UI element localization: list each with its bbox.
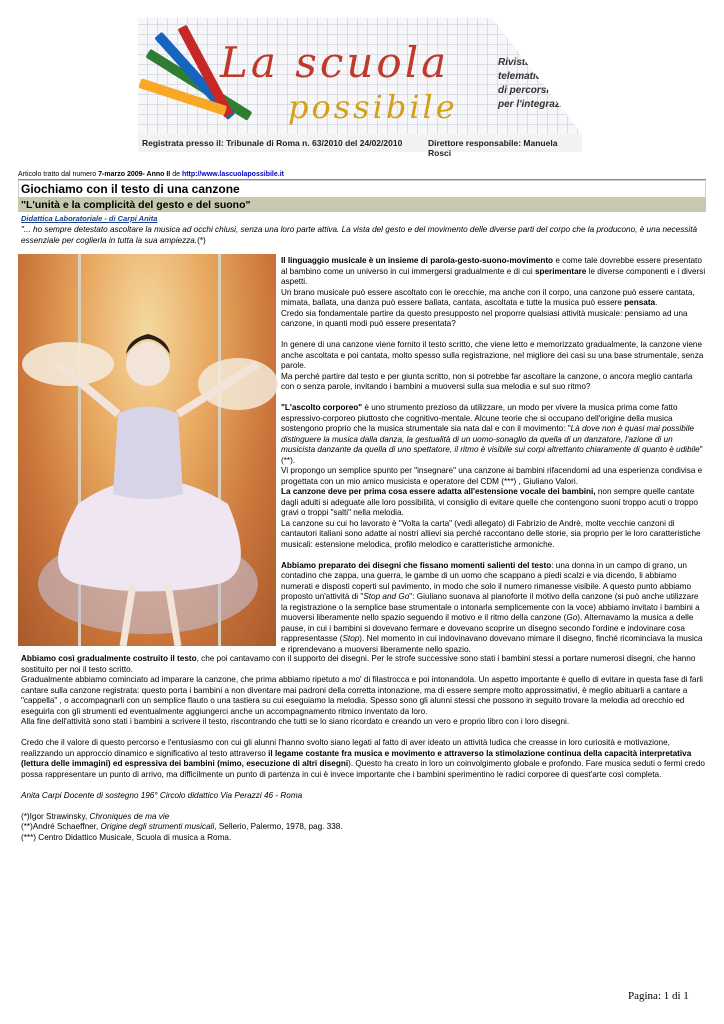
article-title: Giochiamo con il testo di una canzone [21, 182, 240, 196]
paragraph [281, 561, 707, 656]
article-column-right [281, 256, 707, 655]
paragraph [281, 256, 707, 330]
p2-text: In genere di una canzone viene fornito il testo scritto, che viene letto e memorizzato gradualmente, la canzone viene anche ascoltata e poi cantata, molto spesso sulla registrazione, nel migliore dei casi su una base strumentale, senza parole. [281, 340, 704, 370]
header-banner [138, 18, 582, 158]
logo-text-possibile: possibile [288, 88, 458, 126]
ballerina-photo [18, 254, 276, 646]
tagline-line: telematica [498, 71, 547, 82]
article-source [18, 171, 284, 178]
intro-ref: (*) [197, 235, 206, 245]
p1-text5: Credo sia fondamentale partire da questo presupposto nel proporre qualsiasi attività musicale: pensiamo ad una canzone, in quanti modi può essere presentata? [281, 308, 688, 328]
p1-bold3: pensata [624, 298, 656, 307]
banner-info-bar [138, 134, 582, 158]
source-mid: de [170, 171, 182, 178]
note1-italic: Chroniques de ma vie [89, 811, 170, 821]
p4-text4: ). Nel momento in cui indovinavano dovevano mimare il disegno, finché ricominciava la musica e riprendevano a muoversi liberamente nello spazio. [281, 634, 703, 654]
director-text: Direttore responsabile: Manuela Rosci [428, 138, 558, 158]
registration-text: Registrata presso il: Tribunale di Roma n. 63/2010 del 24/02/2010 [142, 138, 403, 148]
footnote [21, 812, 707, 823]
p5-text: , che poi cantavamo con il supporto dei disegni. Per le strofe successive sono stati i bambini stessi a portare numerosi disegni, che hanno sostituito per noi il testo scritto. [21, 654, 696, 674]
p1-text2: le diverse componenti e i diversi aspetti. [281, 266, 706, 286]
note2-text: (**)André Schaeffner, [21, 822, 101, 831]
article-byline[interactable]: Didattica Laboratoriale - di Carpi Anita [21, 214, 158, 223]
p3-italic: Là dove non è quasi mai possibile distinguere la musica dalla danza, la gestualità di un uomo-sonaglio da quella di un danzatore, l'azione di un musicista danzante da quella di uno spettatore, il ritmo è visibile sui corpi altrettanto chiaramente di quanto è udibile [281, 424, 700, 454]
tagline-line: di percorsi [498, 85, 550, 96]
p1-text4: . [655, 298, 658, 307]
p1-text: e come tale dovrebbe essere presentato al bambino come un universo in cui immergersi gradualmente e di cui [281, 256, 702, 276]
page-number: Pagina: 1 di 1 [628, 990, 689, 1002]
source-prefix: Articolo tratto dal numero [18, 171, 99, 178]
p5-text2: Gradualmente abbiamo cominciato ad imparare la canzone, che prima abbiamo ripetuto a mo' di filastrocca e poi intonandola. Un aspetto importante è quello di evitare in questa fase di farli cantare sulla canzone registrata: questo porta i bambini a non diventare mai padroni della corretta intonazione, ma di essere sempre molto approssimativi, è meglio abituarli a cantare a "cappella" , o accompagnarli con un semplice flauto o una tastiera su cui eseguiamo la melodia. Spesso sono gli alunni stessi che possono in seguito trovare la melodia ad orecchio ed eseguirla con gli strumenti ed eventualmente aggiungerci anche un accompagnamento ritmico inventato da loro. [21, 675, 703, 716]
signature [21, 791, 707, 802]
signature-text: Anita Carpi Docente di sostegno 196° Circolo didattico Via Perazzi 46 - Roma [21, 790, 303, 800]
page-curl [492, 18, 582, 134]
p1-text3: Un brano musicale può essere ascoltato con le orecchie, ma anche con il corpo, una canzone può essere cantata, mimata, ballata, una danza può essere ballata, cantata, ascoltata e tutte la musica può essere [281, 287, 695, 307]
p4-text3: ). Alternavamo la musica a delle pause, in cui i bambini si dovevano fermare e dovevano scoprire un disegno secondo l'ordine e indovinare cosa rappresentasse ( [281, 613, 694, 643]
p6-bold: il legame costante fra musica e movimento e attraverso la stimolazione continua della capacità interpretativa (lettura delle immagini) ed espressiva dei bambini (mimo, esecuzione di altri disegni [21, 748, 692, 768]
p4-text: : una donna in un campo di grano, un contadino che zappa, una guerra, le gambe di un uomo che scappano a piedi scalzi e via dicendo, li abbiamo numerati e disposti coperti sul pavimento, in modo che solo il numero rimanesse visibile. A questo punto abbiamo proposto un'attività di " [281, 560, 692, 601]
p1-bold2: sperimentare [534, 266, 587, 276]
footnotes [21, 812, 707, 844]
p6-text2: ). Questo ha creato in loro un coinvolgimento globale e profondo. Fare musica seduti o fermi credo possa rappresentare un punto di arrivo, ma difficilmente un punto di partenza in cui è invece importante che i bambini sperimentino le radici corporee di quest'arte così completa. [21, 759, 705, 779]
p4-italic3: Stop [342, 634, 360, 643]
note2-italic: Origine degli strumenti musicali [100, 822, 215, 831]
p3-text: è uno strumento prezioso da utilizzare, un modo per vivere la musica prima come fatto espressivo-corporeo piuttosto che cognitivo-mentale. Alcune teorie che si occupano dell'origine della musica sostengono proprio che la musica strumentale sia nata dal e con il movimento: " [281, 403, 678, 433]
p3-bold2: La canzone deve per prima cosa essere adatta all'estensione vocale dei bambini, [281, 487, 596, 496]
p4-italic2: Go [566, 613, 578, 622]
note3-text: (***) Centro Didattico Musicale, Scuola di musica a Roma. [21, 832, 232, 842]
p2-text2: Ma perché partire dal testo e per giunta scritto, non si potrebbe far ascoltare la canzone, o ancora meglio cantarla con o senza parole, invitando i bambini a muoversi sulla sua melodia e sul suo ritmo? [281, 371, 693, 391]
intro-text: ... ho sempre detestato ascoltare la musica ad occhi chiusi, senza una loro parte attiva. La vista del gesto e del movimento delle diverse parti del corpo che la producono, è una necessità essenziale per coglierla in tutta la sua ampiezza. [21, 225, 698, 245]
p3-text5: La canzone su cui ho lavorato è "Volta la carta" (vedi allegato) di Fabrizio de Andrè, molte vecchie canzoni di cantautori italiani sono adatte ai nostri allievi sia perché raccontano delle storie, sia proprio per le loro caratteristiche musicali: estensione melodica, profilo melodico e caratteristiche armoniche. [281, 518, 701, 549]
ballerina-figure-icon [18, 254, 276, 646]
paragraph [281, 340, 707, 393]
p4-text2: ": Giuliano suonava al pianoforte il motivo della canzone (si può anche utilizzare la registrazione o la semplice base strumentale o intonarla semplicemente con la voce) abbiamo invitato i bambini a muoversi liberamente nello spazio seguendo il motivo e il ritmo della canzone ( [281, 592, 700, 622]
tagline-line: Rivista [498, 57, 531, 68]
p4-italic: Stop and Go [363, 592, 410, 601]
note2-post: , Sellerio, Palermo, 1978, pag. 338. [214, 822, 343, 831]
quote-mark: " [21, 225, 24, 234]
footnote [21, 833, 707, 844]
logo-text-la-scuola: La scuola [220, 38, 450, 87]
source-link[interactable]: http://www.lascuolapossibile.it [181, 171, 284, 178]
paragraph [21, 654, 707, 728]
p6-text: Credo che il valore di questo percorso e l'entusiasmo con cui gli alunni l'hanno svolto siano legati al fatto di aver ideato un attività ludica che creasse in loro curiosità e motivazione, realizzando un approccio dinamico e significativo al testo attraverso [21, 738, 670, 758]
tagline-line: per l'integrazione [498, 99, 581, 110]
article-subtitle: "L'unità e la complicità del gesto e del suono" [21, 199, 251, 211]
paragraph [281, 403, 707, 550]
note1-text: (*)Igor Strawinsky, [21, 811, 90, 821]
p3-text2: "(**). [281, 445, 703, 465]
p3-text4: non sempre quelle cantate dagli adulti si adeguate alle loro possibilità, vi consiglio di evitare quelle che contengono suoni troppo acuti o troppo gravi o troppi "salti" nella melodia. [281, 487, 698, 517]
p3-text3: Vi propongo un semplice spunto per "insegnare" una canzone ai bambini rifacendomi ad una esperienza condivisa e progettata con un mio amico musicista e operatore del CDM (***) , Giuliano Valori. [281, 466, 703, 486]
source-issue: 7-marzo 2009- Anno II [98, 171, 171, 178]
intro-quote [21, 225, 705, 246]
article-body-full [21, 654, 707, 843]
footnote [21, 822, 707, 833]
p3-bold: "L'ascolto corporeo" [281, 403, 363, 412]
p5-text3: Alla fine dell'attività sono stati i bambini a scrivere il testo, riscontrando che tutti se lo siano ricordato e creando un vero e proprio libro con i loro disegni. [21, 717, 570, 726]
p4-bold: Abbiamo preparato dei disegni che fissano momenti salienti del testo [281, 560, 552, 570]
p5-bold: Abbiamo così gradualmente costruito il testo [21, 654, 197, 663]
p1-bold: Il linguaggio musicale è un insieme di parola-gesto-suono-movimento [281, 256, 554, 265]
paragraph [21, 738, 707, 780]
